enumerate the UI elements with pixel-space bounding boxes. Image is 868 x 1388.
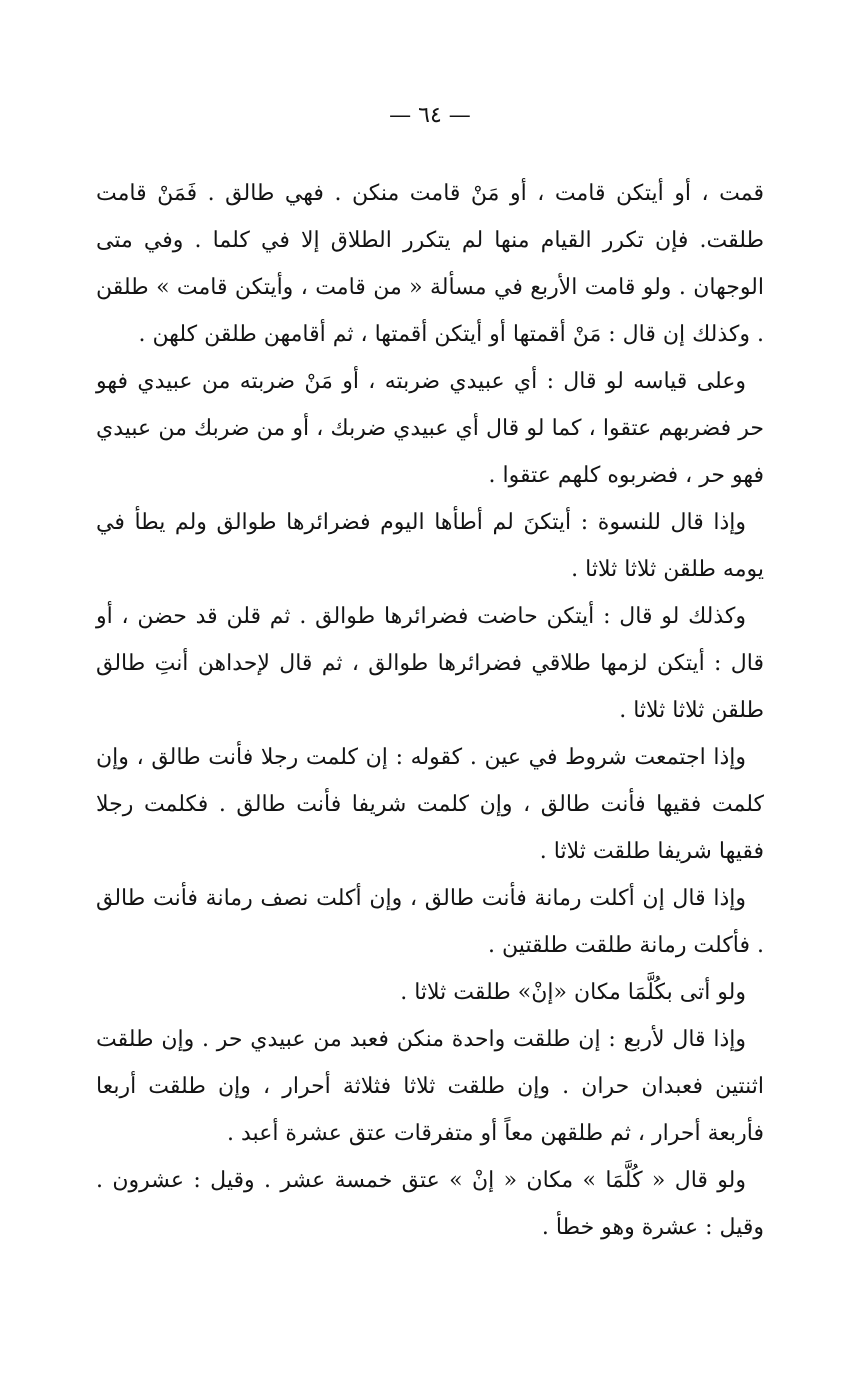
paragraph-9: ولو قال « كُلَّمَا » مكان « إنْ » عتق خمسة عشر . وقيل : عشرون . وقيل : عشرة وهو خطأ .: [96, 1168, 764, 1240]
page-number: — ٦٤ —: [389, 103, 471, 128]
paragraph-4: وكذلك لو قال : أيتكن حاضت فضرائرها طوالق . ثم قلن قد حضن ، أو قال : أيتكن لزمها طلاقي فضرائرها طوالق ، ثم قال لإحداهن أنتِ طالق طلقن ثلاثا ثلاثا .: [96, 604, 764, 723]
book-page: [96, 96, 764, 1316]
paragraph-1: قمت ، أو أيتكن قامت ، أو مَنْ قامت منكن . فهي طالق . فَمَنْ قامت طلقت. فإن تكرر القيام منها لم يتكرر الطلاق إلا في كلما . وفي متى الوجهان . ولو قامت الأربع في مسألة « من قامت ، وأيتكن قامت » طلقن . وكذلك إن قال : مَنْ أقمتها أو أيتكن أقمتها ، ثم أقامهن طلقن كلهن .: [96, 181, 764, 347]
paragraph-7: ولو أتى بكُلَّمَا مكان «إنْ» طلقت ثلاثا .: [400, 980, 746, 1005]
paragraph-2: وعلى قياسه لو قال : أي عبيدي ضربته ، أو مَنْ ضربته من عبيدي فهو حر فضربهم عتقوا ، كما لو قال أي عبيدي ضربك ، أو من ضربك من عبيدي فهو حر ، فضربوه كلهم عتقوا .: [96, 369, 764, 488]
paragraph-8: وإذا قال لأربع : إن طلقت واحدة منكن فعبد من عبيدي حر . وإن طلقت اثنتين فعبدان حران . وإن طلقت ثلاثا فثلاثة أحرار ، وإن طلقت أربعا فأربعة أحرار ، ثم طلقهن معاً أو متفرقات عتق عشرة أعبد .: [96, 1027, 764, 1146]
paragraph-6: وإذا قال إن أكلت رمانة فأنت طالق ، وإن أكلت نصف رمانة فأنت طالق . فأكلت رمانة طلقت طلقتين .: [96, 886, 764, 958]
paragraph-3: وإذا قال للنسوة : أيتكنَ لم أطأها اليوم فضرائرها طوالق ولم يطأ في يومه طلقن ثلاثا ثلاثا .: [96, 510, 764, 582]
paragraph-5: وإذا اجتمعت شروط في عين . كقوله : إن كلمت رجلا فأنت طالق ، وإن كلمت فقيها فأنت طالق ، وإن كلمت شريفا فأنت طالق . فكلمت رجلا فقيها شريفا طلقت ثلاثا .: [96, 745, 764, 864]
